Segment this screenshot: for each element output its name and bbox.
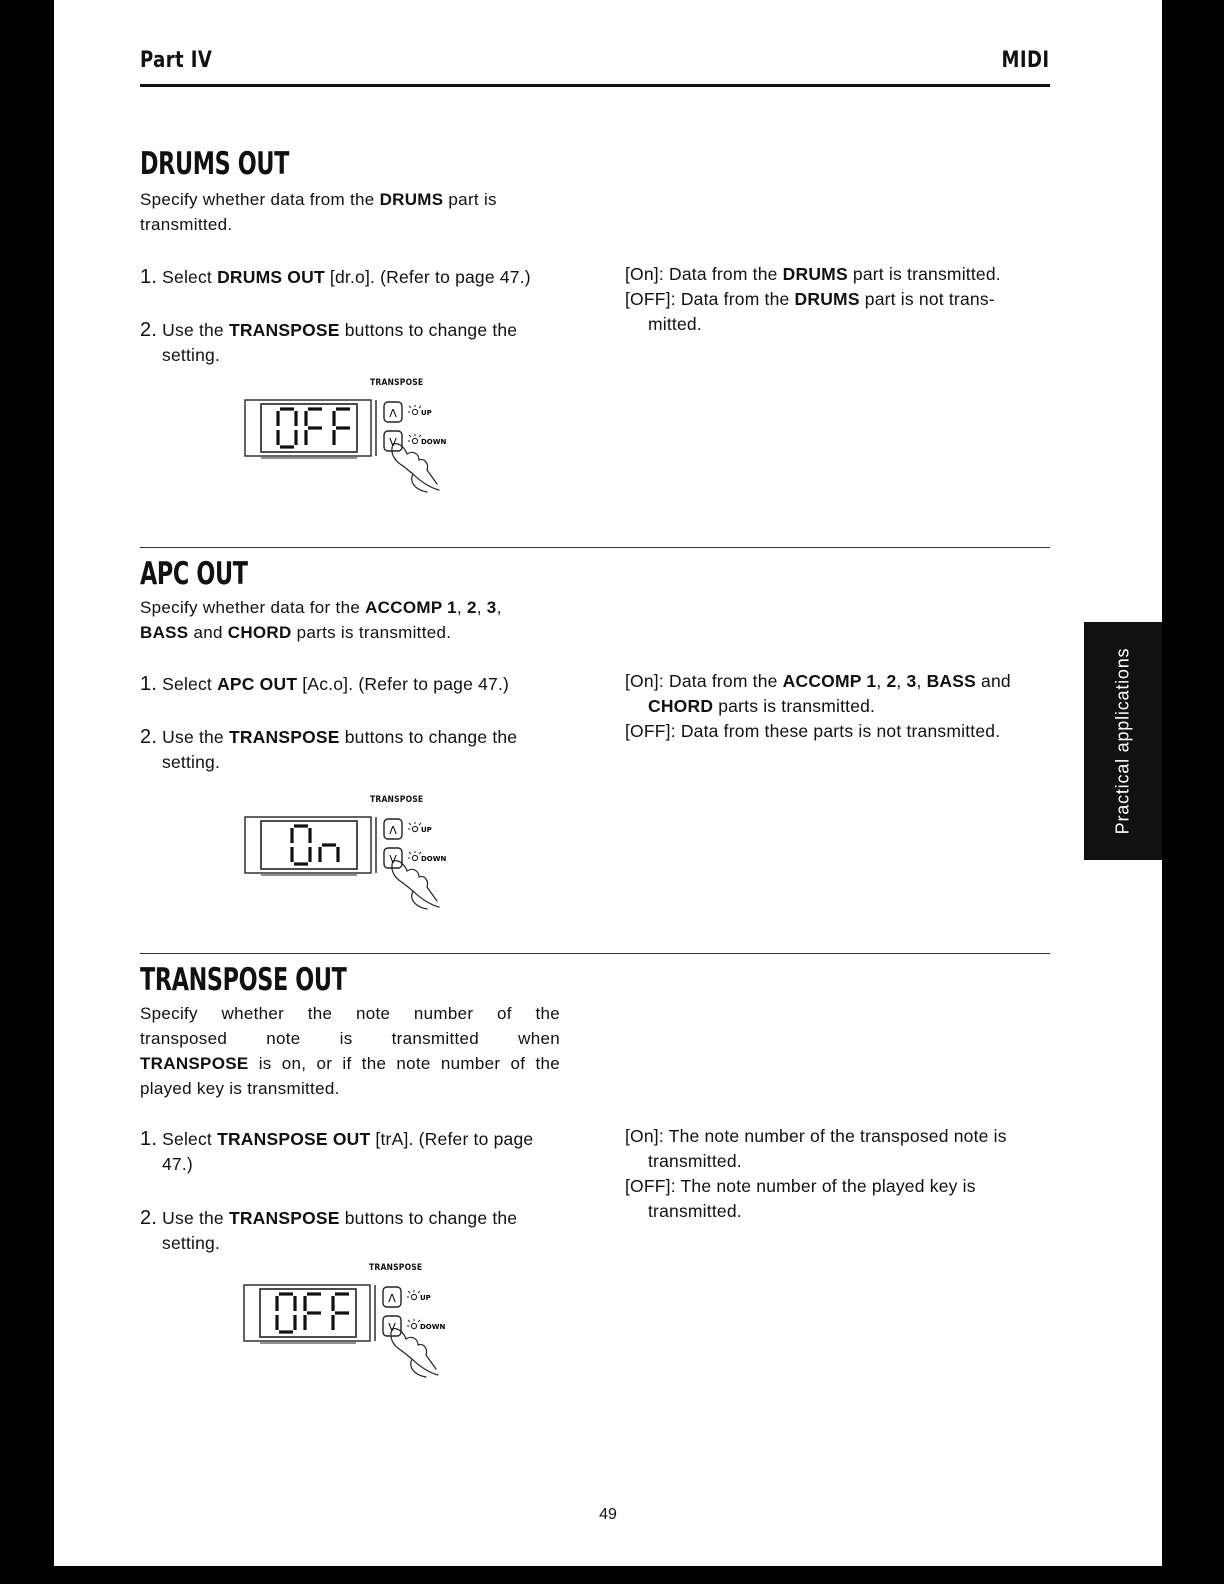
section-description: Specify whether the note number of the transposed note is transmitted when TRANSPOSE is on, or if the note number of the played key is transmitted. xyxy=(140,1004,560,1098)
down-arrow-icon: V xyxy=(389,853,397,866)
step-2: 2. Use the TRANSPOSE buttons to change the setting. xyxy=(140,726,518,772)
option-off: [OFF]: The note number of the played key is xyxy=(625,1176,976,1196)
header-rule xyxy=(140,84,1050,87)
transpose-display-diagram xyxy=(243,795,483,925)
up-label: UP xyxy=(421,826,432,834)
step-1: 1. Select TRANSPOSE OUT [trA]. (Refer to page 47.) xyxy=(140,1128,534,1174)
up-label: UP xyxy=(421,409,432,417)
page-number: 49 xyxy=(599,1506,617,1523)
transpose-display-diagram xyxy=(242,1263,482,1393)
header-part: Part IV xyxy=(140,48,213,73)
transpose-diagram-svg xyxy=(242,1263,482,1393)
section-title: TRANSPOSE OUT xyxy=(140,962,347,998)
up-label: UP xyxy=(420,1294,431,1302)
option-descriptions: [On]: The note number of the transposed note is transmitted. [OFF]: The note number of the played key is transmitted. xyxy=(625,1124,1050,1224)
down-arrow-icon: V xyxy=(389,436,397,449)
led-indicator-icon xyxy=(412,826,417,831)
down-arrow-icon: V xyxy=(388,1321,396,1334)
section-divider xyxy=(140,953,1050,954)
option-on: [On]: Data from the ACCOMP 1, 2, 3, BASS and xyxy=(625,671,1011,691)
transpose-diagram-svg xyxy=(243,378,483,508)
up-arrow-icon: Λ xyxy=(389,407,397,420)
side-tab-label: Practical applications xyxy=(1112,647,1133,835)
manual-page xyxy=(54,0,1162,1566)
transpose-label: TRANSPOSE xyxy=(369,1263,423,1273)
header-chapter: MIDI xyxy=(1002,48,1050,73)
up-arrow-icon: Λ xyxy=(388,1292,396,1305)
transpose-label: TRANSPOSE xyxy=(370,378,424,388)
transpose-label: TRANSPOSE xyxy=(370,795,424,805)
down-label: DOWN xyxy=(421,438,447,446)
option-on: [On]: The note number of the transposed note is xyxy=(625,1126,1007,1146)
section-title: DRUMS OUT xyxy=(140,146,289,182)
option-off: [OFF]: Data from these parts is not transmitted. xyxy=(625,721,1001,741)
side-tab xyxy=(1084,622,1162,860)
transpose-display-diagram xyxy=(243,378,483,508)
option-off: [OFF]: Data from the DRUMS part is not trans- xyxy=(625,289,995,309)
led-indicator-icon xyxy=(412,855,417,860)
step-2: 2. Use the TRANSPOSE buttons to change the setting. xyxy=(140,319,518,365)
option-on: [On]: Data from the DRUMS part is transmitted. xyxy=(625,264,1001,284)
step-1: 1. Select APC OUT [Ac.o]. (Refer to page 47.) xyxy=(140,673,510,695)
transpose-diagram-svg xyxy=(243,795,483,925)
section-description: Specify whether data for the ACCOMP 1, 2, 3, BASS and CHORD parts is transmitted. xyxy=(140,598,502,642)
down-label: DOWN xyxy=(421,855,447,863)
section-divider xyxy=(140,547,1050,548)
display-value xyxy=(292,826,338,864)
led-indicator-icon xyxy=(411,1294,416,1299)
led-indicator-icon xyxy=(412,438,417,443)
section-description: Specify whether data from the DRUMS part is transmitted. xyxy=(140,190,497,234)
up-arrow-icon: Λ xyxy=(389,824,397,837)
option-descriptions: [On]: Data from the DRUMS part is transmitted. [OFF]: Data from the DRUMS part is not trans- mitted. xyxy=(625,262,1050,337)
led-indicator-icon xyxy=(412,409,417,414)
display-value xyxy=(277,1294,349,1332)
option-descriptions: [On]: Data from the ACCOMP 1, 2, 3, BASS and CHORD parts is transmitted. [OFF]: Data from these parts is not transmitted. xyxy=(625,669,1050,744)
step-1: 1. Select DRUMS OUT [dr.o]. (Refer to page 47.) xyxy=(140,266,531,288)
section-title: APC OUT xyxy=(140,556,248,592)
step-2: 2. Use the TRANSPOSE buttons to change the setting. xyxy=(140,1207,518,1253)
down-label: DOWN xyxy=(420,1323,446,1331)
display-value xyxy=(278,409,350,447)
led-indicator-icon xyxy=(411,1323,416,1328)
